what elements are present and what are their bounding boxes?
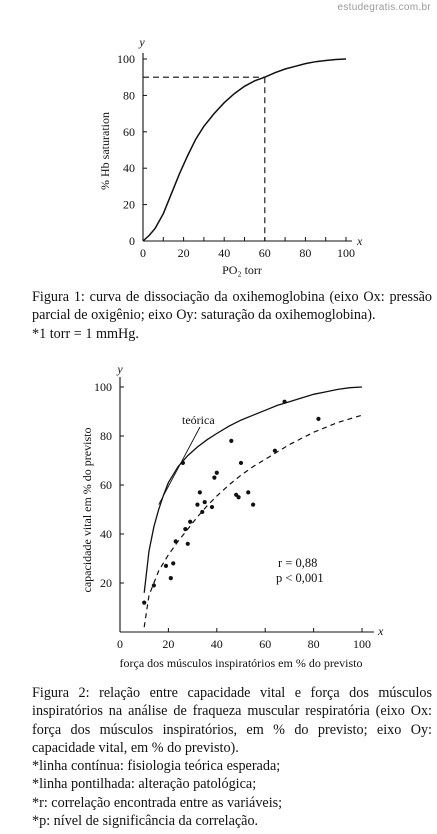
chart2-x-tick-label: 20 (162, 637, 175, 651)
chart2-data-point (212, 476, 216, 480)
chart2-data-point (183, 527, 187, 531)
chart1-x-tick-label: 20 (177, 246, 190, 260)
chart2-p-value: p < 0,001 (276, 571, 324, 585)
chart1-x-tick-label: 40 (218, 246, 231, 260)
chart2-data-point (186, 542, 190, 546)
chart2-data-point (200, 510, 204, 514)
chart1-y-tick-label: 80 (123, 88, 135, 103)
chart1-y-tick-label: 0 (129, 234, 135, 248)
chart2-data-point (282, 400, 286, 404)
chart2-data-point (171, 561, 175, 565)
chart2-series (144, 387, 362, 627)
chart2-x-axis-label: força dos músculos inspiratórios em % do previsto (119, 656, 363, 670)
chart2-y-tick-label: 20 (100, 576, 112, 590)
chart2-data-point (246, 490, 250, 494)
chart2-y-letter: y (117, 362, 123, 376)
figure1-caption-note: *1 torr = 1 mmHg. (32, 325, 139, 342)
figure2-caption-main: Figura 2: relação entre capacidade vital e força dos músculos inspiratórios na análise de fraqueza muscular respiratória (eixo Ox: força dos músculos inspiratórios, em % do previsto; eixo Oy: capacidade vital, em % do previsto). (32, 685, 432, 756)
chart2-ticks (94, 380, 371, 651)
figure2-note-r: *r: correlação encontrada entre as variáveis; (32, 794, 283, 811)
chart2-x-tick-label: 100 (353, 637, 371, 651)
chart2-data-point (210, 505, 214, 509)
figure2-caption (32, 684, 432, 830)
chart2-x-tick-label: 40 (210, 637, 223, 651)
chart1-x-letter: x (357, 234, 363, 248)
chart1-y-axis-label: % Hb saturation (98, 112, 112, 190)
chart2-data-point (142, 601, 146, 605)
chart2-data-point (181, 461, 185, 465)
chart2-data-point (174, 539, 178, 543)
chart2-axes (120, 377, 374, 632)
chart2-r-value: r = 0,88 (278, 556, 318, 570)
chart2-data-point (188, 520, 192, 524)
figure2-note-solid: *linha contínua: fisiologia teórica esperada; (32, 758, 281, 775)
chart1-saturation-curve (143, 59, 346, 241)
figure2-note-p: *p: nível de significância da correlação. (32, 813, 259, 830)
chart2-data-point (316, 417, 320, 421)
figure2-note-dashed: *linha pontilhada: alteração patológica; (32, 776, 257, 793)
chart1-y-letter: y (139, 35, 145, 49)
chart2-curve-label: teórica (182, 413, 215, 427)
chart2-data-point (198, 490, 202, 494)
chart2-y-tick-label: 100 (94, 380, 112, 394)
chart2-curve-label-leader (159, 427, 200, 505)
chart2-data-point (152, 583, 156, 587)
chart1-x-axis-label: PO₂ torr (222, 263, 262, 277)
chart1-x-tick-label: 100 (337, 246, 355, 260)
chart2-y-axis-label: capacidade vital em % do previsto (80, 427, 94, 593)
chart2-data-point (251, 503, 255, 507)
vital-capacity-chart (0, 360, 437, 680)
figure1-caption (32, 288, 432, 343)
chart2-y-tick-label: 60 (100, 478, 112, 492)
chart2-data-point (273, 449, 277, 453)
chart1-y-tick-label: 100 (117, 52, 135, 66)
chart2-y-tick-label: 40 (100, 527, 112, 541)
chart2-x-letter: x (378, 624, 384, 638)
chart2-data-point (236, 495, 240, 499)
chart2-data-point (229, 439, 233, 443)
chart2-x-tick-label: 80 (307, 637, 320, 651)
chart1-axes (143, 53, 352, 241)
chart1-x-tick-label: 60 (258, 246, 271, 260)
chart1-series (143, 59, 346, 241)
watermark: estudegratis.com.br (337, 2, 431, 13)
chart1-ticks (117, 52, 355, 260)
chart2-y-tick-label: 80 (100, 429, 112, 443)
chart2-pathological-curve (144, 415, 362, 627)
chart2-data-point (203, 500, 207, 504)
chart2-data-point (164, 564, 168, 568)
chart2-data-point (239, 461, 243, 465)
chart1-y-tick-label: 60 (123, 124, 135, 139)
chart1-y-tick-label: 40 (123, 161, 135, 176)
chart1-x-tick-label: 80 (299, 246, 312, 260)
chart2-x-tick-label: 60 (259, 637, 272, 651)
chart2-x-tick-label: 0 (117, 637, 123, 651)
chart2-data-point (215, 471, 219, 475)
chart2-data-point (195, 503, 199, 507)
chart1-x-tick-label: 0 (140, 246, 146, 260)
oxyhemoglobin-chart (0, 0, 437, 285)
chart2-theoretical-curve (144, 387, 362, 593)
figure1-caption-main: Figura 1: curva de dissociação da oxihemoglobina (eixo Ox: pressão parcial de oxigênio; eixo Oy: saturação da oxihemoglobina). (32, 289, 432, 324)
chart2-data-point (169, 576, 173, 580)
chart1-y-tick-label: 20 (123, 197, 135, 212)
